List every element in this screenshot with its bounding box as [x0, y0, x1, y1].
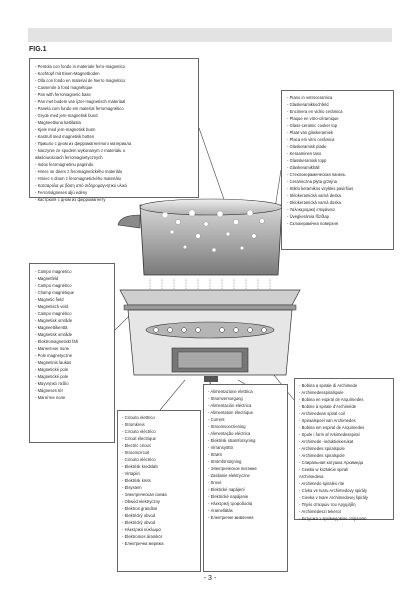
- pot-description-box: [29, 58, 199, 202]
- glass-label-line: - Glass-ceramic cooker top: [287, 123, 338, 128]
- field-label-line: - Magnetinis laukas: [35, 360, 72, 365]
- field-label-line: - Pole magnetyczne: [35, 353, 73, 358]
- power-label-line: - Virransyöttö: [208, 445, 233, 450]
- field-label-line: - Champ magnétique: [35, 290, 75, 295]
- coil-label-line: - Bobine à spirale d'Archimède: [299, 404, 357, 409]
- field-label-line: - Magnetisch veld: [35, 304, 68, 309]
- field-label-line: - Campo magnético: [35, 311, 72, 316]
- glass-label-line: - Стеклокерамическая панель: [287, 172, 346, 177]
- field-label-line: - Магнитное поле: [35, 346, 69, 351]
- circuit-label-line: - Circuito eléctrico: [122, 457, 156, 462]
- glass-label-line: - Encimera en vidrio cerámica: [287, 109, 343, 114]
- field-label-line: - Campo magnetico: [35, 269, 72, 274]
- field-label-line: - Magnetické pole: [35, 374, 69, 379]
- power-label-line: - Current: [208, 417, 225, 422]
- pot-label-line: - Pan with ferromagnetic base: [35, 92, 91, 97]
- power-label-line: - Srovė: [208, 480, 222, 485]
- coil-label-line: - Archimédeszi tekercs: [299, 509, 342, 514]
- pot-leader-line: [199, 128, 226, 205]
- circuit-label-line: - Virtapiiri: [122, 471, 140, 476]
- coil-label-line: - Archimedes spiralspole: [299, 453, 345, 458]
- glass-label-line: - Plaat van glaskeramiek: [287, 130, 334, 135]
- pot-label-line: - Naczynie ze spodem wykonanym z materiału o: [35, 148, 126, 153]
- field-label-line: - Campo magnético: [35, 283, 72, 288]
- power-label-line: - Stroomvoorziening: [208, 424, 246, 429]
- power-label-line: - Elektrisk strømforsyning: [208, 438, 256, 443]
- glass-label-line: - Sklokeramická varná deska: [287, 193, 341, 198]
- page-number: - 3 -: [203, 575, 217, 582]
- power-label-line: - Электрическое питание: [208, 466, 257, 471]
- glass-label-line: - Glaskeramikhäll: [287, 165, 320, 170]
- pot-label-line: - Kastrull med magnetisk botten: [35, 134, 95, 139]
- power-label-line: - Alimentazione elettrica: [208, 389, 253, 394]
- coil-label-line: - Archimedesspiralspule: [299, 390, 344, 395]
- circuit-label-line: - Circuito eléctrico: [122, 429, 156, 434]
- glass-label-line: - Υαλοκεραμική επιφάνεια: [287, 207, 335, 212]
- field-label-line: - Magnetisk område: [35, 332, 73, 337]
- circuit-label-line: - Obwód elektryczny: [122, 499, 161, 504]
- circuit-label-line: - Elektros grandinė: [122, 506, 158, 511]
- power-label-line: - Elektrické napájanie: [208, 494, 249, 499]
- pot-label-line: - Pentola con fondo in materiale ferro-magnetico: [35, 64, 126, 69]
- field-label-line: - Магнітне поле: [35, 395, 66, 400]
- glass-ceramic-plate: [120, 290, 300, 305]
- power-label-line: - Zasilanie elektryczne: [208, 473, 250, 478]
- power-label-line: - Áramellátás: [208, 508, 233, 513]
- coil-label-line: - Cievka v tvare Archimedovej špirály: [299, 495, 368, 500]
- pot-label-line: - Gryde med jern-magnetisk bund: [35, 113, 98, 118]
- circuit-label-line: - Ηλεκτρικό κύκλωμα: [122, 527, 161, 532]
- power-supply-description-box: [203, 384, 288, 572]
- circuit-label-line: - Електрична мережа: [122, 541, 164, 546]
- pot-label-line: - Hrnec se dnem z feromagnetického materiálu: [35, 169, 123, 174]
- power-label-line: - Strøm: [208, 452, 222, 457]
- circuit-label-line: - Electric circuit: [122, 443, 151, 448]
- pot-label-line: - Magneettiuna kattilasta: [35, 120, 81, 125]
- power-label-line: - Elektické napájení: [208, 487, 245, 492]
- pot-label-line: właściwościach ferromagnetycznych: [35, 155, 103, 160]
- glass-label-line: - Plaque en vitro-céramique: [287, 116, 339, 121]
- spiral-coil: [146, 322, 274, 338]
- circuit-label-line: - Elektrický obvod: [122, 513, 156, 518]
- glass-label-line: - Placa em vitro cerâmica: [287, 137, 335, 142]
- glass-label-line: - Keraaminen taso: [287, 151, 322, 156]
- circuit-label-line: - Elektrický obvod: [122, 520, 156, 525]
- circuit-label-line: - Circuit électrique: [122, 436, 156, 441]
- coil-label-line: - Cívka ve tvaru Archimedovy spirály: [299, 488, 368, 493]
- circuit-label-line: - Elektrisk kredsløb: [122, 464, 158, 469]
- circuit-label-line: - Elektrisk krets: [122, 478, 151, 483]
- power-label-line: - Електричне живлення: [208, 515, 254, 520]
- power-label-line: - Alimentación eléctrica: [208, 403, 252, 408]
- circuit-label-line: - Электрическая схема: [122, 492, 167, 497]
- field-label-line: - Μαγνητικό πεδίο: [35, 381, 69, 386]
- coil-label-line: - Πηνίο σπειρών του Αρχιμήδη: [299, 502, 356, 507]
- glass-ceramic-description-box: [281, 90, 394, 250]
- coil-label-line: - Спиральная катушка Архимеда: [299, 460, 363, 465]
- pot-label-line: - Olla con fondo en material de hierro magnético: [35, 78, 126, 83]
- field-label-line: - Magnetické pole: [35, 367, 69, 372]
- circuit-leader-line: [160, 380, 185, 410]
- field-label-line: - Mágneses tér: [35, 388, 64, 393]
- field-label-line: - Magnetisk område: [35, 318, 73, 323]
- circuit-label-line: - Elektromos áramkör: [122, 534, 163, 539]
- circuit-label-line: - Stroomcircuit: [122, 450, 150, 455]
- glass-label-line: - Piano in vetroceramica: [287, 95, 333, 100]
- field-label-line: - Magnetfeld: [35, 276, 59, 281]
- glass-label-line: - Склокерамічна поверхня: [287, 221, 339, 226]
- pot-label-line: - Ferromágneses aljú edény: [35, 190, 88, 195]
- pot-label-line: - Panela com fundo em material ferromagnético: [35, 106, 124, 111]
- pot-label-line: - Kochtopf mit Eisen-Magnetboden: [35, 71, 100, 76]
- coil-label-line: - Archimedean spiral coil: [299, 411, 345, 416]
- circuit-description-box: [117, 410, 201, 572]
- coil-description-box: [294, 378, 394, 520]
- glass-label-line: - Ceramiczna płyta grzejna: [287, 179, 337, 184]
- figure-label: FIG.1: [29, 46, 47, 53]
- glass-label-line: - Sklokeramická varná doska: [287, 200, 341, 205]
- glass-label-line: - Stiklo keramikos viryklės paviršius: [287, 186, 354, 191]
- coil-label-line: - Bobina en espiral de Arquímedes: [299, 397, 364, 402]
- power-label-line: - Stromversorgung: [208, 396, 243, 401]
- coil-label-line: Archimedesa: [299, 474, 324, 479]
- field-label-line: - Magneettikenttä: [35, 325, 68, 330]
- pot-left-handle: [118, 215, 140, 228]
- pot-body: [140, 205, 282, 275]
- pot-label-line: - Pan met bodem van ijzer-magnetisch materiaal: [35, 99, 126, 104]
- glass-label-line: - Glaskeramisk plade: [287, 144, 327, 149]
- glass-label-line: - Glasskeramisk topp: [287, 158, 327, 163]
- field-label-line: - Magnetic field: [35, 297, 64, 302]
- coil-label-line: - Bobina em espiral de Arquimedes: [299, 425, 365, 430]
- pot-label-line: - Hrniec s dnom z feromagnetického materiálu: [35, 176, 121, 181]
- coil-label-line: - Spiraalspoel van Archimedes: [299, 418, 356, 423]
- pot-label-line: - Kjele med jern-magnetisk bunn: [35, 127, 96, 132]
- circuit-label-line: - Stromkreis: [122, 422, 145, 427]
- power-label-line: - Alimentation électrique: [208, 410, 253, 415]
- pot-label-line: - Casserole à fond magnétique: [35, 85, 93, 90]
- coil-label-line: - Bobina a spirale di Archimede: [299, 383, 358, 388]
- power-label-line: - Alimentação eléctrica: [208, 431, 251, 436]
- coil-label-line: - Archimede -induktiokierukat: [299, 439, 354, 444]
- glass-label-line: - Glaskeramikkochfeld: [287, 102, 329, 107]
- coil-label-line: - Archimedo spiralės ritė: [299, 481, 345, 486]
- coil-label-line: - Cewka w kształcie spirali: [299, 467, 349, 472]
- magnetic-field-description-box: [29, 263, 115, 443]
- field-label-line: - Elektromagnetiskt fält: [35, 339, 78, 344]
- power-label-line: - Ηλεκτρική τροφοδοσία: [208, 501, 253, 506]
- pot-label-line: - Κατσαρόλα με βάση από σιδηρομαγνητικό υλικό: [35, 183, 127, 188]
- pot-label-line: - Кастрюля с дном из ферромагнету: [35, 197, 106, 202]
- coil-label-line: - Котушка з архімедовою спіраллю: [299, 516, 367, 521]
- coil-label-line: - Spole i form af Arkimedesspiral: [299, 432, 360, 437]
- circuit-label-line: - Circuito elettrico: [122, 415, 155, 420]
- pot-label-line: - Пришло с дном из ферромагнитного материала: [35, 141, 132, 146]
- circuit-label-line: - Elsystem: [122, 485, 142, 490]
- power-label-line: - Strömförsörjning: [208, 459, 242, 464]
- coil-label-line: - Archimedes spiralspole: [299, 446, 345, 451]
- pot-label-line: - Indox feromagnetinu pagrindu: [35, 162, 94, 167]
- glass-label-line: - Üvegkerámia főzőlap: [287, 214, 330, 219]
